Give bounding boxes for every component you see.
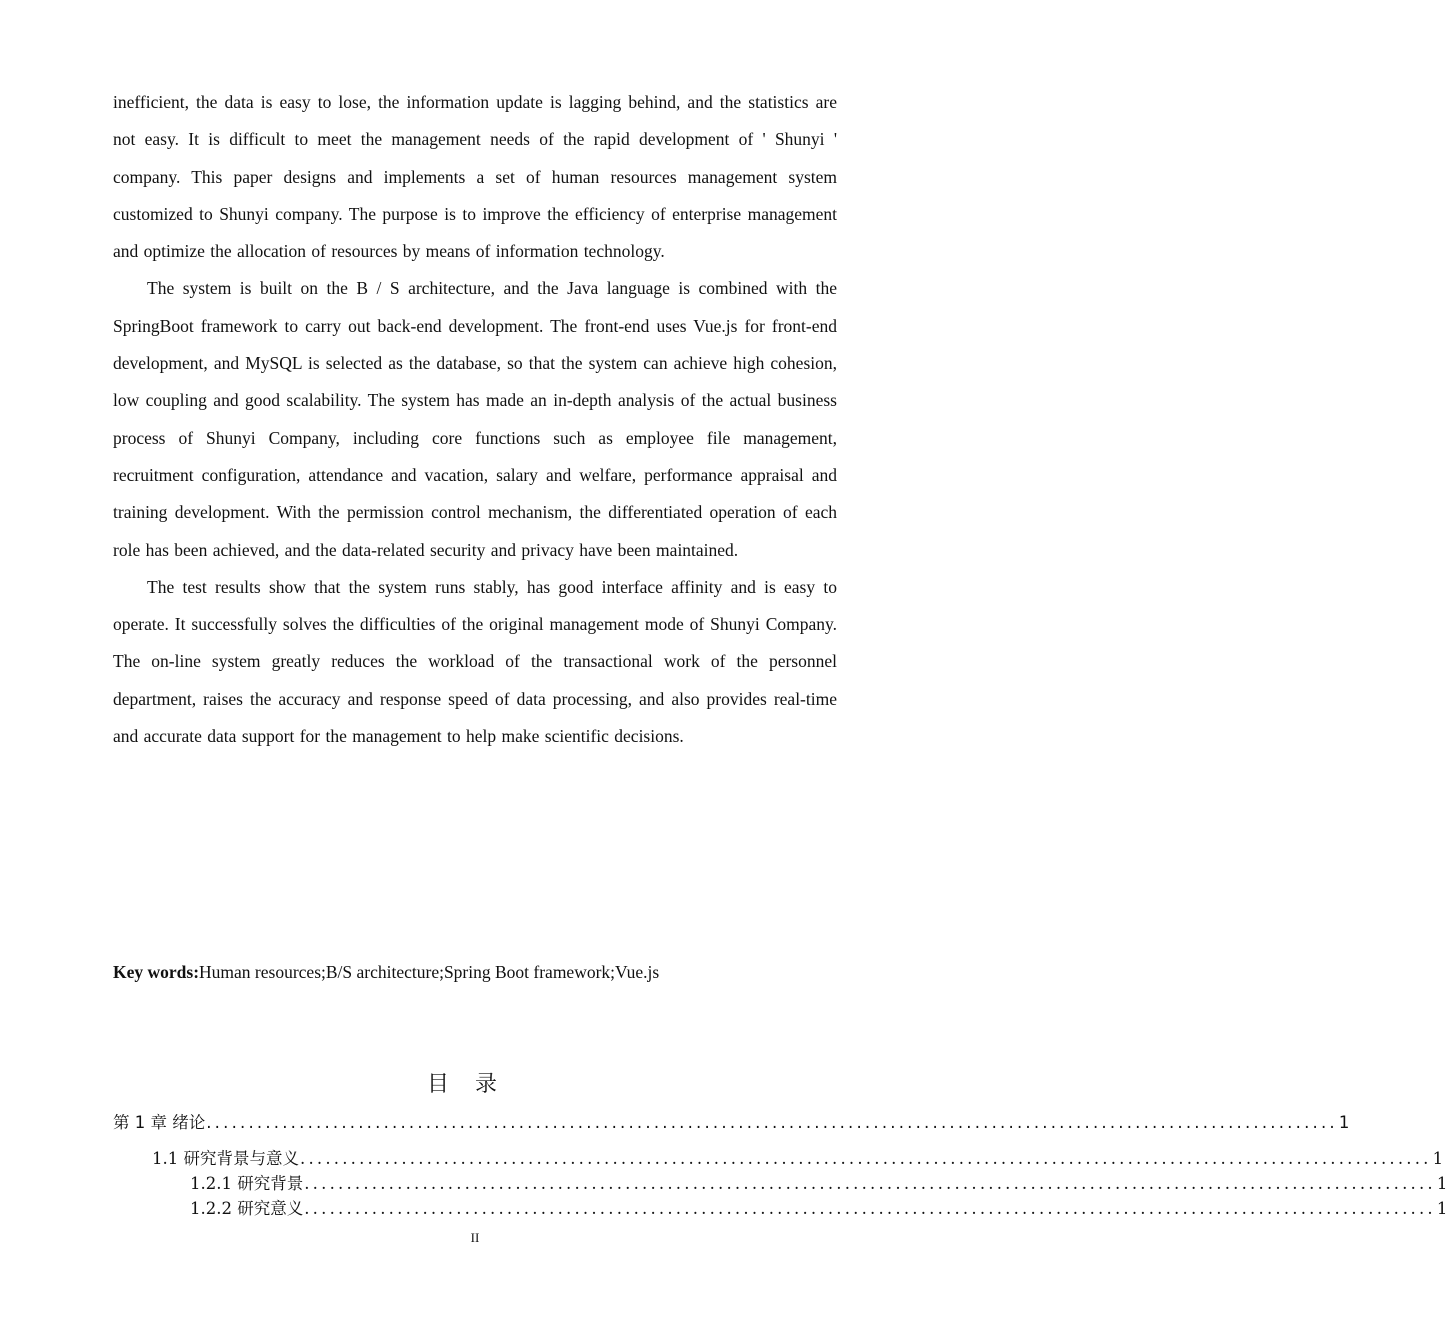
toc-entry-label: 1.1 研究背景与意义 <box>152 1149 299 1168</box>
toc-leader-dots: ...................................................................................................................................... <box>206 1113 1338 1132</box>
keywords-value: Human resources;B/S architecture;Spring Boot framework;Vue.js <box>199 962 660 982</box>
toc-entry-1-2-1[interactable] <box>190 1171 1447 1197</box>
toc-entry-1-1[interactable] <box>152 1146 1444 1172</box>
toc-entry-chapter-1[interactable] <box>113 1110 1350 1136</box>
keywords-label: Key words: <box>113 962 200 982</box>
abstract-body <box>113 84 837 755</box>
toc-entry-label: 1.2.1 研究背景 <box>190 1174 304 1193</box>
abstract-paragraph-3: The test results show that the system runs stably, has good interface affinity and is easy to operate. It successfully solves the difficulties of the original management mode of Shunyi Company. The on-line system greatly reduces the workload of the transactional work of the personnel department, raises the accuracy and response speed of data processing, and also provides real-time and accurate data support for the management to help make scientific decisions. <box>113 576 837 747</box>
toc-entry-1-2-2[interactable] <box>190 1196 1447 1222</box>
toc-title: 目录 <box>426 1072 523 1097</box>
toc-leader-dots: ...................................................................................................................................... <box>304 1199 1436 1218</box>
toc-entry-label: 1.2.2 研究意义 <box>190 1199 304 1218</box>
page-number-footer: II <box>470 1230 480 1245</box>
toc-leader-dots: ...................................................................................................................................... <box>300 1149 1432 1168</box>
toc-leader-dots: ...................................................................................................................................... <box>304 1174 1436 1193</box>
toc-page-number: 1 <box>1436 1174 1447 1193</box>
toc-page-number: 1 <box>1338 1113 1350 1132</box>
keywords-line <box>113 958 837 986</box>
abstract-paragraph-1: inefficient, the data is easy to lose, the information update is lagging behind, and the statistics are not easy. It is difficult to meet the management needs of the rapid development of ' Shunyi ' company. This paper designs and implements a set of human resources management system customized to Shunyi company. The purpose is to improve the efficiency of enterprise management and optimize the allocation of resources by means of information technology. <box>113 92 837 262</box>
toc-entry-label: 第 1 章 绪论 <box>113 1113 206 1132</box>
toc-page-number: 1 <box>1436 1199 1447 1218</box>
abstract-paragraph-2: The system is built on the B / S architecture, and the Java language is combined with the SpringBoot framework to carry out back-end development. The front-end uses Vue.js for front-end development, and MySQL is selected as the database, so that the system can achieve high cohesion, low coupling and good scalability. The system has made an in-depth analysis of the actual business process of Shunyi Company, including core functions such as employee file management, recruitment configuration, attendance and vacation, salary and welfare, performance appraisal and training development. With the permission control mechanism, the differentiated operation of each role has been achieved, and the data-related security and privacy have been maintained. <box>113 278 837 560</box>
toc-page-number: 1 <box>1432 1149 1444 1168</box>
